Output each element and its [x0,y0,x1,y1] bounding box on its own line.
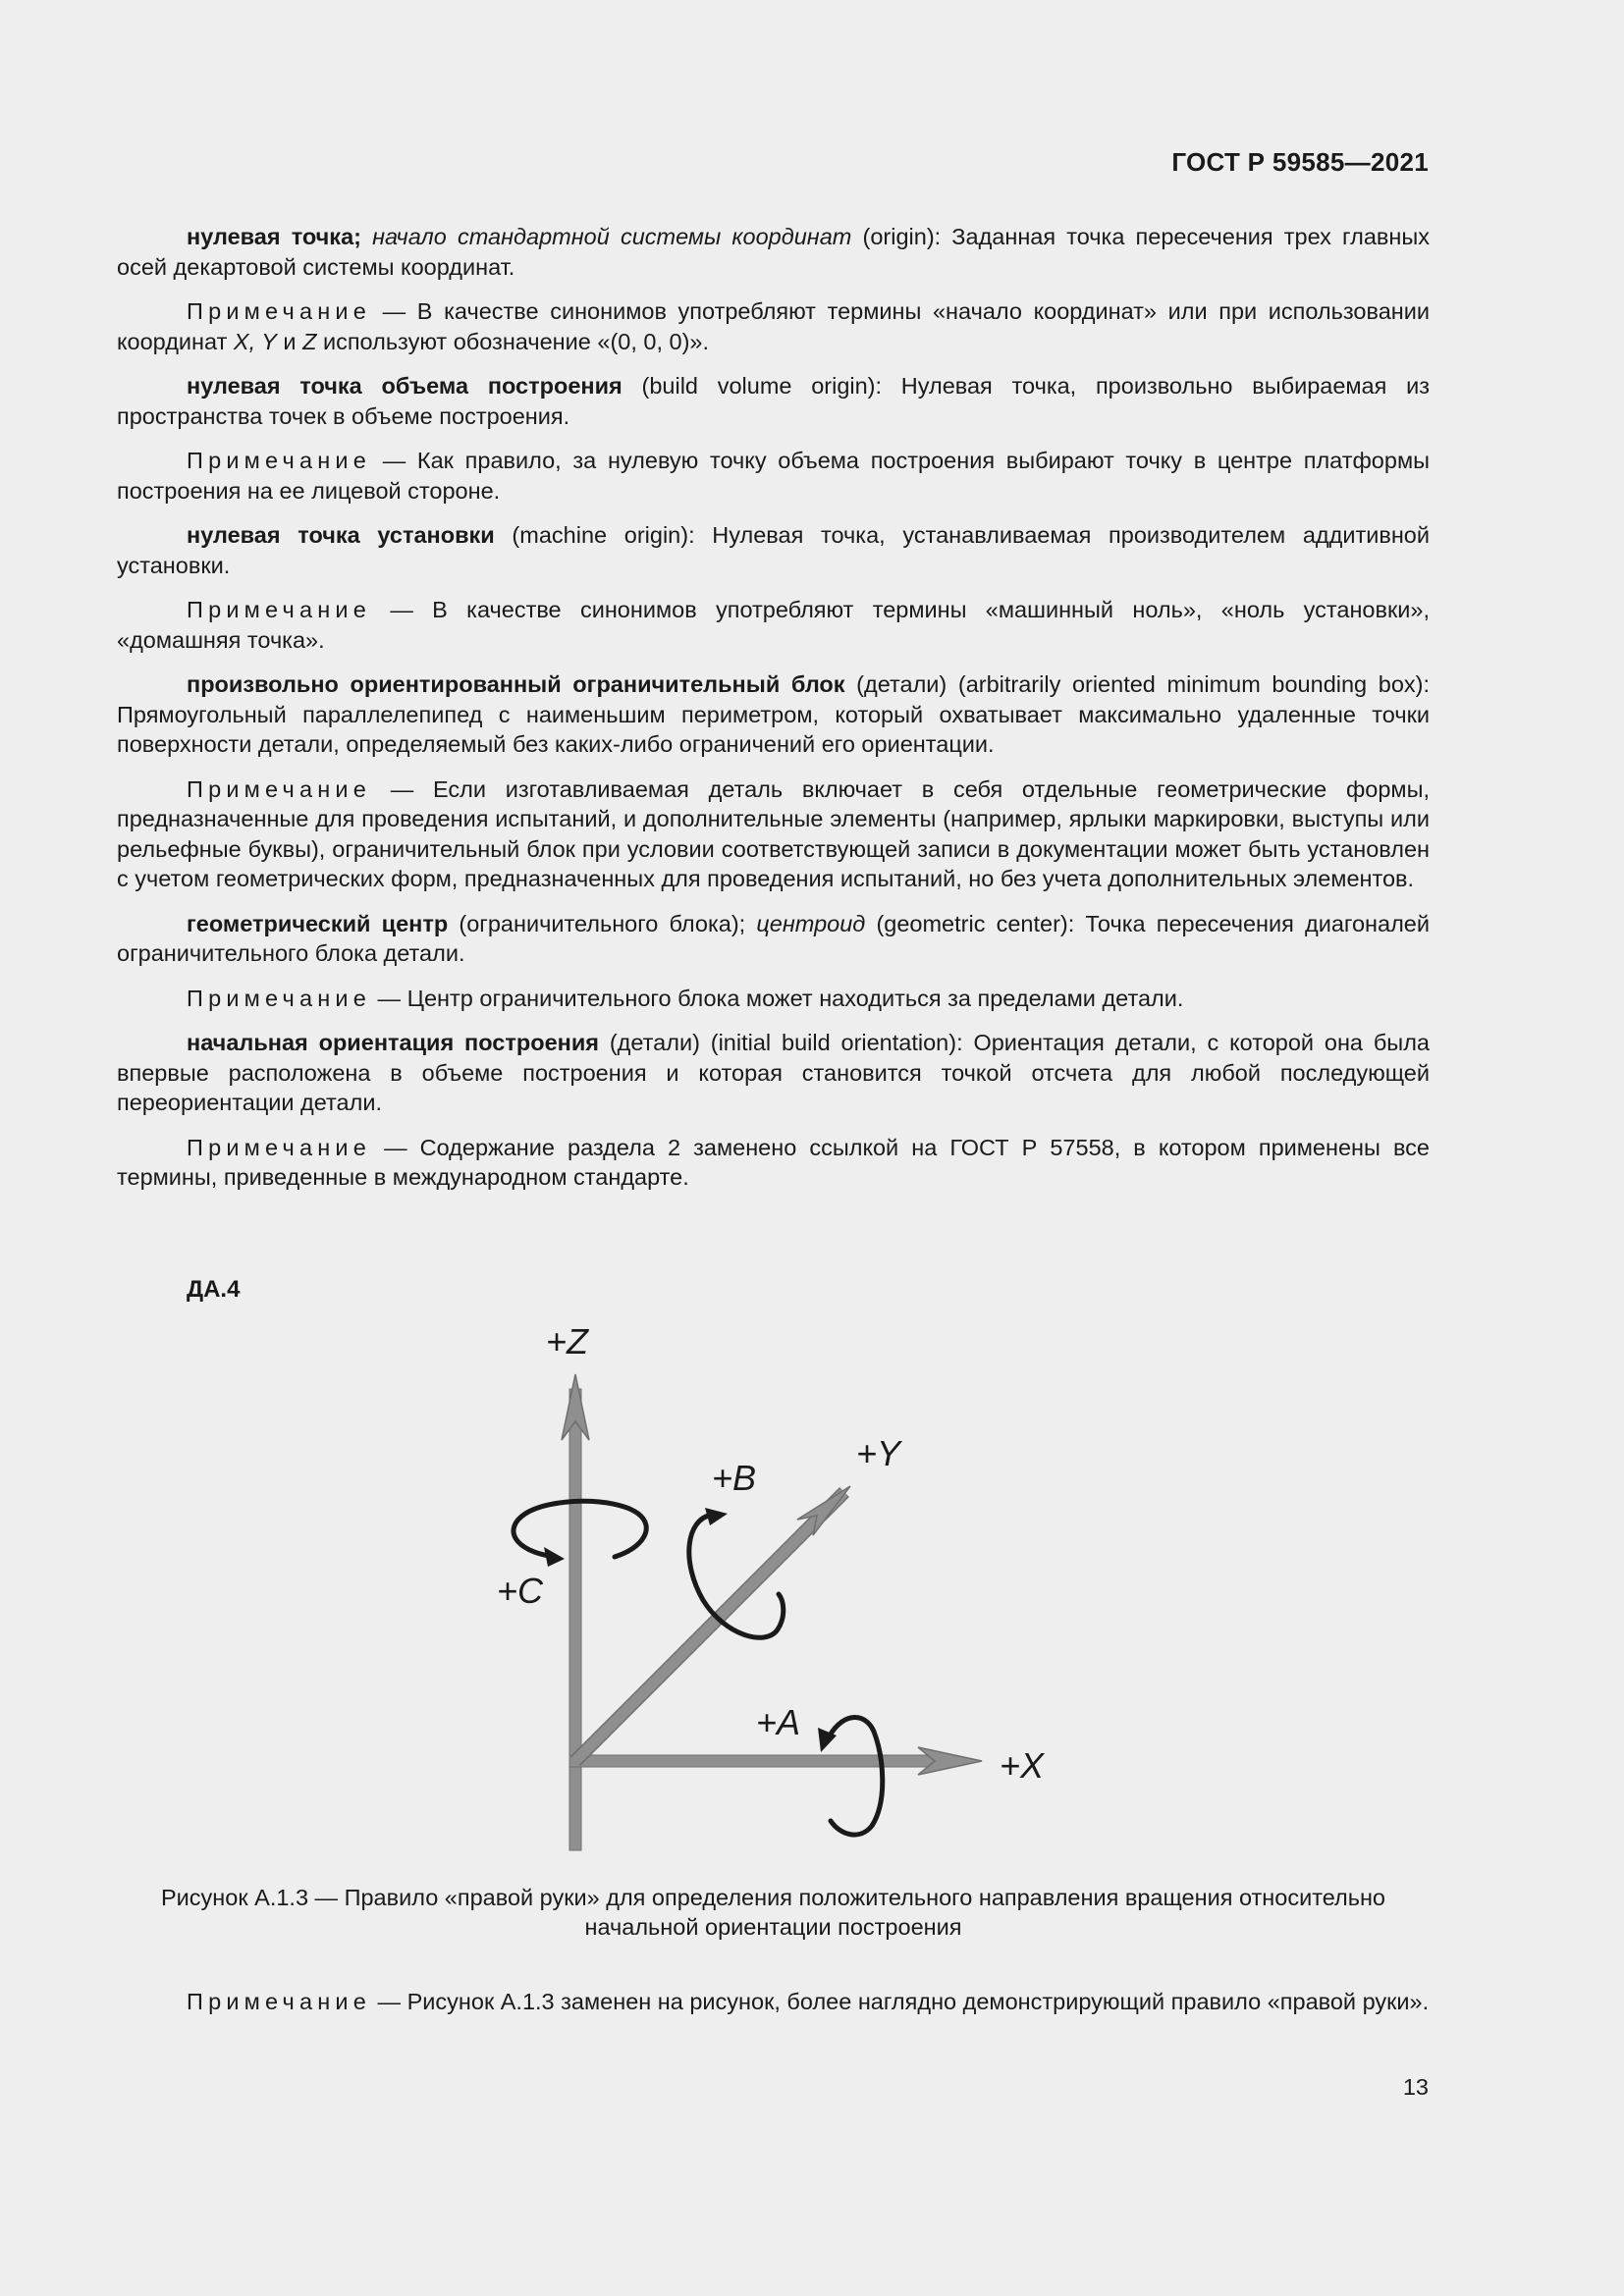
note-text: — Рисунок А.1.3 заменен на рисунок, более наглядно демонстрирующий правило «правой руки». [371,1989,1430,2014]
term-name: произвольно ориентированный ограничительный блок [187,671,845,697]
rotation-c-arrowhead [544,1547,565,1567]
note-text: — В качестве синонимов употребляют термины «машинный ноль», «ноль установки», «домашняя точка». [117,597,1430,653]
rotation-a-path [830,1717,883,1835]
term-name: нулевая точка; [187,224,361,249]
rotation-label-b: +B [712,1458,757,1498]
axis-label-x: +X [1000,1745,1045,1786]
rotation-label-c: +C [497,1571,544,1611]
note-text: — Содержание раздела 2 заменено ссылкой на ГОСТ Р 57558, в котором применены все термины, приведенные в международном стандарте. [117,1134,1430,1190]
term-definition: (детали) (arbitrarily oriented minimum bounding box): Прямоугольный параллелепипед с наименьшим периметром, который охватывает максимально удаленные точки поверхности детали, определяемый без каких-либо ограничений его ориентации. [117,671,1430,757]
note-paragraph-section-2 [117,1133,1430,1193]
figure-caption [117,1883,1430,1942]
note-label: Примечание [187,298,372,324]
note-text: — Центр ограничительного блока может находиться за пределами детали. [371,985,1184,1011]
note-italic: Z [302,328,317,354]
term-name: начальная ориентация построения [187,1030,599,1055]
term-paragraph-initial-orientation [117,1028,1430,1118]
rotation-a-arrow [818,1717,883,1835]
term-definition: (build volume origin): Нулевая точка, произвольно выбираемая из пространства точек в объеме построения. [117,373,1430,429]
term-paragraph-bounding-box [117,669,1430,760]
note-text: используют обозначение «(0, 0, 0)». [316,328,710,354]
figure-caption-line-2: начальной ориентации построения [584,1914,962,1940]
note-label: Примечание [187,775,372,802]
y-axis-shaft [575,1492,844,1761]
term-paragraph-geometric-center [117,909,1430,969]
terms-section [117,222,1430,1207]
term-paragraph-origin [117,222,1430,282]
term-definition: (geometric center): Точка пересечения диагоналей ограничительного блока детали. [117,910,1431,966]
term-paragraph-build-volume-origin [117,371,1430,431]
rotation-b-arrowhead [705,1508,728,1525]
axis-label-z: +Z [546,1321,589,1362]
section-label: ДА.4 [187,1276,241,1303]
note-text: — Как правило, за нулевую точку объема построения выбирают точку в центре платформы построения на ее лицевой стороне. [117,448,1430,504]
note-label: Примечание [187,597,372,622]
axis-label-y: +Y [856,1433,901,1473]
term-paragraph-machine-origin [117,520,1430,580]
term-definition: (origin): Заданная точка пересечения трех главных осей декартовой системы координат. [117,224,1430,280]
term-name: нулевая точка установки [187,522,495,548]
x-axis [569,1747,982,1775]
note-paragraph-geometric-center [117,984,1430,1014]
term-name: геометрический центр [187,910,449,936]
term-qualifier: (ограничительного блока); [448,910,757,936]
right-hand-rule-figure [471,1306,1100,1855]
note-paragraph-bounding-box [117,774,1430,894]
rotation-label-a: +A [756,1702,801,1742]
note-label: Примечание [187,1134,372,1160]
figure-caption-line-1: Рисунок А.1.3 — Правило «правой руки» для определения положительного направления вращения относительно [161,1885,1385,1910]
term-definition: (детали) (initial build orientation): Ориентация детали, с которой она была впервые расположена в объеме построения и которая становится точкой отсчета для любой последующей переориентации детали. [117,1030,1430,1115]
term-synonym: начало стандартной системы координат [372,224,852,249]
note-label: Примечание [187,1989,372,2014]
y-axis [575,1486,850,1761]
note-text: и [276,328,303,354]
figure-note [117,1987,1430,2017]
note-italic: X, Y [233,328,277,354]
note-label: Примечание [187,448,372,473]
z-axis-shaft [569,1389,581,1850]
note-paragraph-machine-origin [117,595,1430,655]
z-axis [562,1374,589,1850]
term-definition: (machine origin): Нулевая точка, устанавливаемая производителем аддитивной установки. [117,522,1430,578]
note-label: Примечание [187,985,372,1011]
note-text: — В качестве синонимов употребляют термины «начало координат» или при использовании координат [117,298,1430,354]
term-synonym: центроид [756,910,866,936]
note-paragraph-origin [117,296,1430,356]
note-paragraph-build-volume-origin [117,446,1430,506]
term-name: нулевая точка объема построения [187,373,623,399]
standard-header: ГОСТ Р 59585—2021 [1171,147,1429,177]
page-number: 13 [1402,2074,1429,2100]
x-axis-shaft [569,1755,952,1767]
note-text: — Если изготавливаемая деталь включает в себя отдельные геометрические формы, предназначенные для проведения испытаний, и дополнительные элементы (например, ярлыки маркировки, выступы или рельефные буквы), ограничительный блок при условии соответствующей записи в документации может быть установлен с учетом геометрических форм, предназначенных для проведения испытаний, но без учета дополнительных элементов. [117,775,1430,891]
